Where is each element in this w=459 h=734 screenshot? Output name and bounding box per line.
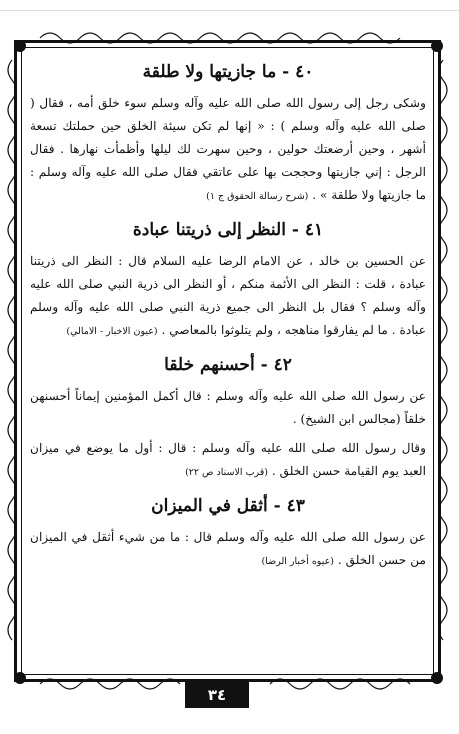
section-title: ٤٢ - أحسنهم خلقا [164,355,292,375]
section-paragraph: عن رسول الله صلى الله عليه وآله وسلم : قال أكمل المؤمنين إيماناً أحسنهن خلقاً (مجالس ابن الشيخ) . [30,389,426,426]
section-paragraph: عن الحسين بن خالد ، عن الامام الرضا عليه السلام قال : النظر الى ذريتنا عبادة ، قلت : النظر الى الأئمة منكم ، أو النظر الى ذرية النبي صلى الله عليه وآله وسلم ؟ فقال بل النظر الى جميع ذرية النبي صلى الله عليه وآله وسلم عبادة . ما لم يفارقوا مناهجه ، ولم يتلوثوا بالمعاصي . (عيون الاخبار - الامالي) [30,254,426,337]
section-paragraph: وشكى رجل إلى رسول الله صلى الله عليه وآله وسلم سوء خلق أمه ، فقال ( صلى الله عليه وآله وسلم ) : « إنها لم تكن سيئة الخلق حين حملتك تسعة أشهر ، وحين أرضعتك حولين ، وحين سهرت لك ليلها وأظمأت نهارها . فقال الرجل : إني جازيتها وحججت بها على عاتقي فقال صلى الله عليه وآله وسلم : ما جازيتها ولا طلقة » . (شرح رسالة الحقوق ج ١) [30,96,426,202]
source-citation: (عيوه أخبار الرضا) [261,556,334,567]
section-title: ٤١ - النظر إلى ذريتنا عبادة [132,220,324,240]
page-number: ٣٤ [185,682,249,708]
section-paragraph: وقال رسول الله صلى الله عليه وآله وسلم : قال : أول ما يوضع في ميزان العبد يوم القيامة حسن الخلق . (قرب الاسناد ص ٢٢) [30,441,426,478]
source-citation: (شرح رسالة الحقوق ج ١) [206,191,309,202]
section-42 [30,355,426,484]
page-content [30,56,426,573]
section-title: ٤٣ - أثقل في الميزان [151,496,305,516]
section-41 [30,220,426,343]
section-40 [30,62,426,208]
section-title: ٤٠ - ما جازيتها ولا طلقة [142,62,314,82]
source-citation: (قرب الاسناد ص ٢٢) [185,467,269,478]
source-citation: (عيون الاخبار - الامالي) [66,326,158,337]
section-43 [30,496,426,573]
section-paragraph: عن رسول الله صلى الله عليه وآله وسلم قال : ما من شيء أثقل في الميزان من حسن الخلق . (عيوه أخبار الرضا) [30,530,426,567]
